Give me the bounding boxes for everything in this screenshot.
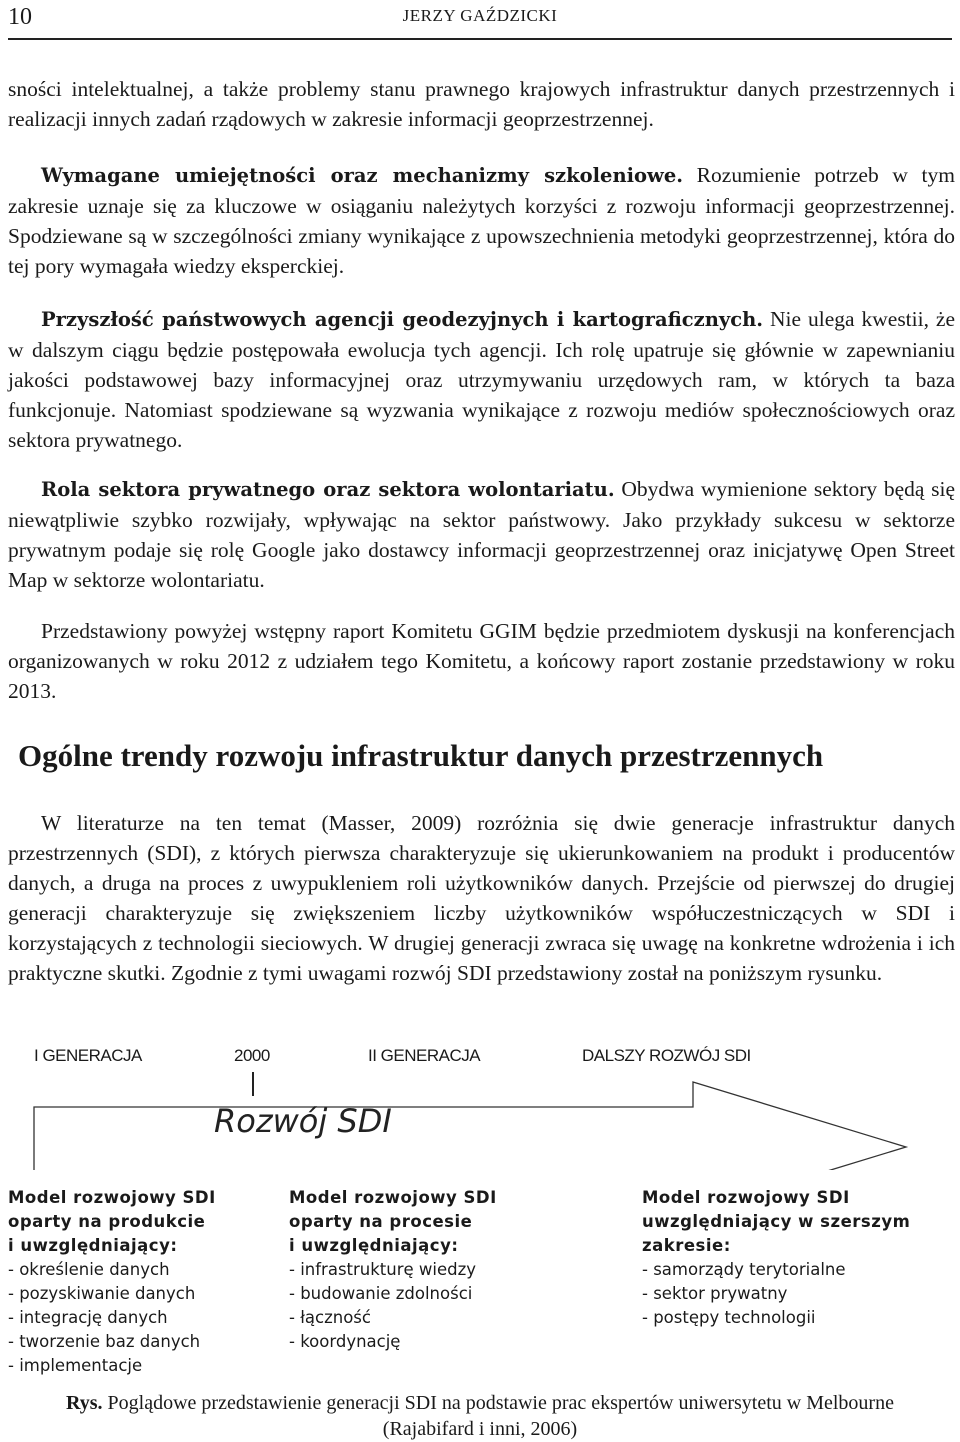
page-header (8, 0, 952, 40)
paragraph-text: W literaturze na ten temat (Masser, 2009) rozróżnia się dwie generacje infrastruktur danych przestrzennych (SDI), z których pierwsza charakteryzuje się ukierunkowaniem na produkt i producentów danych, a druga na proces z uwypukleniem roli użytkowników danych. Przejście od pierwszej do drugiej generacji charakteryzuje się zwiększeniem liczby użytkowników współuczestniczących w SDI i korzystających z technologii sieciowych. W drugiej generacji zwraca się uwagę na konkretne wdrożenia i ich praktyczne skutki. Zgodnie z tymi uwagami rozwój SDI przedstawiony został na poniższym rysunku. (8, 811, 955, 985)
column-heading: Model rozwojowy SDI (289, 1188, 497, 1207)
paragraph-5 (8, 616, 955, 706)
running-title: JERZY GAŹDZICKI (402, 6, 558, 25)
development-arrow (0, 1070, 960, 1170)
arrow-text: Rozwój SDI (214, 1102, 392, 1140)
figure-label-further: DALSZY ROZWÓJ SDI (582, 1046, 751, 1065)
paragraph-4 (8, 474, 955, 595)
model-column-1 (8, 1186, 216, 1378)
column-heading: i uwzględniający: (289, 1236, 459, 1255)
caption-source: (Rajabifard i inni, 2006) (382, 1418, 578, 1440)
paragraph-text: Obydwa wymienione sektory będą się niewątpliwie szybko rozwijały, wpływając na sektor państwowy. Jako przykłady sukcesu w sektorze prywatnym podaje się rolę Google jako dostawcy informacji geoprzestrzennej oraz inicjatywę Open Street Map w sektorze wolontariatu. (8, 477, 955, 592)
list-item: - łączność (289, 1308, 371, 1327)
figure-label-gen2: II GENERACJA (368, 1046, 481, 1065)
column-heading: Model rozwojowy SDI (8, 1188, 216, 1207)
section-paragraph (8, 808, 955, 988)
paragraph-3 (8, 304, 955, 455)
list-item: - budowanie zdolności (289, 1284, 473, 1303)
paragraph-lead: Rola sektora prywatnego oraz sektora wolontariatu. (41, 478, 615, 501)
caption-label: Rys. (66, 1392, 103, 1414)
paragraph-text: Nie ulega kwestii, że w dalszym ciągu będzie postępowała ewolucja tych agencji. Ich rolę upatruje się głównie w zapewnianiu jakości podstawowej bazy informacyjnej oraz utrzymywaniu urzędowych ram, w których ta baza funkcjonuje. Natomiast spodziewane są wyzwania wynikające z rozwoju mediów społecznościowych oraz sektora prywatnego. (8, 307, 956, 452)
list-item: - pozyskiwanie danych (8, 1284, 196, 1303)
paragraph-1 (8, 74, 955, 134)
paragraph-lead: Wymagane umiejętności oraz mechanizmy szkoleniowe. (41, 164, 684, 187)
list-item: - sektor prywatny (642, 1284, 788, 1303)
list-item: - integrację danych (8, 1308, 168, 1327)
paragraph-text: Rozumienie potrzeb w tym zakresie uznaje się za kluczowe w osiąganiu należytych korzyści z rozwoju informacji geoprzestrzennej. Spodziewane są w szczególności zmiany wynikające z upowszechnienia metodyki geoprzestrzennej, która do tej pory wymagała wiedzy eksperckiej. (8, 163, 955, 278)
list-item: - określenie danych (8, 1260, 170, 1279)
paragraph-text: Przedstawiony powyżej wstępny raport Komitetu GGIM będzie przedmiotem dyskusji na konferencjach organizowanych w roku 2012 z udziałem tego Komitetu, a końcowy raport zostanie przedstawiony w roku 2013. (8, 619, 955, 703)
caption-text: Poglądowe przedstawienie generacji SDI na podstawie prac ekspertów uniwersytetu w Melbourne (102, 1392, 894, 1414)
paragraph-2 (8, 160, 955, 281)
figure-label-gen1: I GENERACJA (34, 1046, 142, 1065)
list-item: - koordynację (289, 1332, 401, 1351)
list-item: - samorządy terytorialne (642, 1260, 846, 1279)
figure-label-year: 2000 (234, 1046, 270, 1065)
list-item: - implementacje (8, 1356, 143, 1375)
arrow-shape (34, 1082, 906, 1170)
column-heading: oparty na procesie (289, 1212, 473, 1231)
model-column-2 (289, 1186, 497, 1354)
list-item: - tworzenie baz danych (8, 1332, 201, 1351)
page-number: 10 (8, 4, 32, 30)
column-heading: i uwzględniający: (8, 1236, 178, 1255)
column-heading: uwzględniający w szerszym (642, 1212, 911, 1231)
column-heading: zakresie: (642, 1236, 731, 1255)
figure-caption (0, 1390, 960, 1442)
section-title: Ogólne trendy rozwoju infrastruktur danych przestrzennych (18, 738, 824, 773)
list-item: - postępy technologii (642, 1308, 816, 1327)
model-column-3 (642, 1186, 910, 1330)
paragraph-lead: Przyszłość państwowych agencji geodezyjnych i kartograficznych. (41, 308, 764, 331)
list-item: - infrastrukturę wiedzy (289, 1260, 477, 1279)
column-heading: oparty na produkcie (8, 1212, 206, 1231)
paragraph-text: sności intelektualnej, a także problemy stanu prawnego krajowych infrastruktur danych przestrzennych i realizacji innych zadań rządowych w zakresie informacji geoprzestrzennej. (8, 77, 955, 131)
column-heading: Model rozwojowy SDI (642, 1188, 850, 1207)
